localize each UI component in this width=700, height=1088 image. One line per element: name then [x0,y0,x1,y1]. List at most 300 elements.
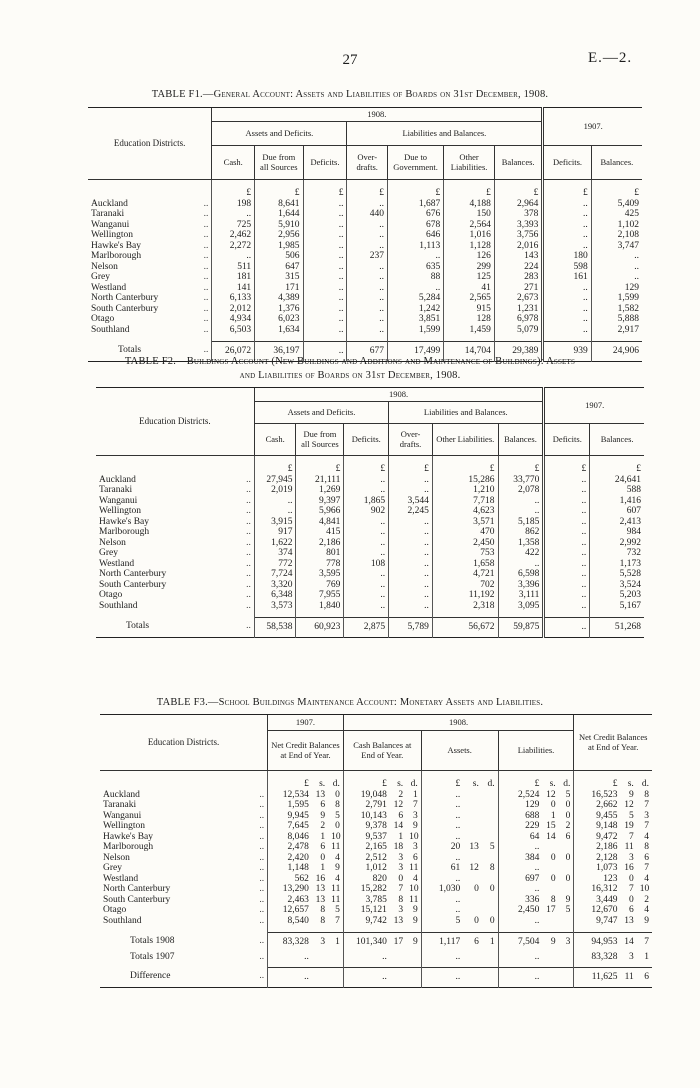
value-cell: .. [543,283,591,294]
value-cell: 3,524 [590,580,644,591]
money-cell: 1 [482,932,498,952]
total-value: .. [303,341,347,362]
value-cell: 3,571 [432,517,498,528]
value-cell: 5,966 [296,506,344,517]
district-name: Auckland [99,474,136,485]
value-cell: .. [389,538,433,549]
money-cell: £ [421,771,463,790]
value-cell: 5,079 [494,325,542,336]
money-cell: 2,478 [268,842,312,853]
f2-header-cash: Cash. [254,424,296,456]
value-cell: .. [389,475,433,486]
value-cell: 6,023 [255,314,303,325]
table-row [88,314,642,325]
value-cell: .. [344,538,389,549]
value-cell: .. [254,496,296,507]
f2-header-balances-1907: Balances. [590,424,644,456]
total-value: 59,875 [498,617,544,638]
f3-header-net-end: Net Credit Balances at End of Year. [574,715,652,771]
money-cell: 0 [489,884,495,894]
value-cell: 7,718 [432,496,498,507]
value-cell: 1,102 [591,220,642,231]
money-cell: 12,534 [268,790,312,801]
value-cell: .. [212,251,255,262]
money-cell: 16 [624,863,634,873]
f1-header-cash: Cash. [212,146,255,180]
f3-header-cash-balances: Cash Balances at End of Year. [343,731,421,771]
value-cell: 2,012 [212,304,255,315]
money-cell [482,821,498,832]
value-cell: 1,985 [255,241,303,252]
value-cell: 108 [344,559,389,570]
district-name: Wanganui [99,495,138,506]
money-cell: 3 [398,863,404,873]
money-cell: .. [421,790,463,801]
value-cell: .. [544,548,590,559]
money-cell: 8 [320,915,326,926]
value-cell: .. [254,506,296,517]
total-value: 56,672 [432,617,498,638]
totals-row [100,932,652,952]
value-cell: .. [303,293,347,304]
money-cell: 6 [637,967,652,988]
value-cell: 150 [444,209,495,220]
total-value: 24,906 [591,341,642,362]
table-f2-caption [0,356,700,367]
money-cell: s. [319,779,326,789]
money-cell [542,916,558,927]
value-cell: 141 [212,283,255,294]
leader-dots: .. [203,230,209,240]
leader-dots: .. [203,303,209,314]
money-cell: 2,524 [498,790,542,801]
money-cell: 4 [335,852,340,863]
money-cell: 697 [498,874,542,885]
value-cell: 598 [543,262,591,273]
value-cell: 198 [212,199,255,210]
table-f2 [96,387,644,638]
money-cell: 4 [335,873,340,884]
unit-label: £ [498,456,544,475]
leader-dots: .. [259,884,265,894]
value-cell: 3,095 [498,601,544,612]
money-cell [312,967,328,988]
totals-label: Totals 1907 [130,952,175,963]
value-cell: .. [591,262,642,273]
unit-label: £ [296,456,344,475]
value-cell: 1,113 [387,241,443,252]
money-cell: 7 [644,821,649,831]
table-row [96,569,644,580]
money-cell: 3 [312,932,328,952]
value-cell: 2,413 [590,517,644,528]
money-cell: 5 [629,810,634,821]
money-cell: 12 [393,800,404,810]
table-f3-caption-prefix: TABLE F3.— [156,697,219,708]
value-cell: .. [543,325,591,336]
district-name: Grey [99,548,118,558]
money-cell: 12 [624,800,634,810]
leader-dots: .. [203,314,209,324]
money-cell: 6 [398,810,404,821]
value-cell: 1,582 [591,304,642,315]
value-cell: 6,503 [212,325,255,336]
leader-dots: .. [259,831,265,842]
money-cell: 3 [413,810,418,821]
value-cell: 778 [296,559,344,570]
money-cell: 0 [550,852,556,863]
money-cell: 336 [498,895,542,906]
value-cell: 725 [212,220,255,231]
value-cell: 125 [444,272,495,283]
district-name: North Canterbury [103,884,171,894]
money-cell: 0 [629,894,634,905]
value-cell: 4,623 [432,506,498,517]
district-name: Marlborough [91,251,142,261]
money-cell: .. [343,952,390,967]
money-cell [542,863,558,874]
f3-header-assets: Assets. [421,731,498,771]
money-cell [463,790,482,801]
leader-dots: .. [246,548,251,558]
table-f1-caption-prefix: TABLE F1.— [151,89,214,100]
table-row [96,475,644,486]
unit-label: £ [591,180,642,199]
value-cell: 3,111 [498,590,544,601]
money-cell [559,967,574,988]
leader-dots: .. [203,240,209,251]
leader-dots: .. [203,198,209,209]
money-cell: 229 [498,821,542,832]
unit-label: £ [432,456,498,475]
money-cell: 0 [565,873,571,884]
value-cell: .. [344,569,389,580]
value-cell: 422 [498,548,544,559]
value-cell: 2,992 [590,538,644,549]
value-cell: 5,888 [591,314,642,325]
leader-dots: .. [203,261,209,272]
money-cell: 13 [469,842,479,852]
money-cell: 1,595 [268,800,312,811]
money-cell: 10 [409,831,419,842]
value-cell: .. [591,251,642,262]
value-cell: 2,318 [432,601,498,612]
value-cell: 41 [444,283,495,294]
money-cell: 384 [498,853,542,864]
money-cell: 5 [565,905,571,915]
money-cell: .. [421,874,463,885]
value-cell: 3,393 [494,220,542,231]
table-row [88,283,642,294]
units-row [96,456,644,475]
value-cell: 1,128 [444,241,495,252]
table-row [88,209,642,220]
money-cell: £ [343,771,390,790]
f3-header-1907: 1907. [268,715,344,731]
value-cell: .. [387,251,443,262]
money-cell: 7 [335,915,340,926]
table-row [88,230,642,241]
table-row [100,853,652,864]
f2-header-assets: Assets and Deficits. [254,402,388,424]
value-cell: 7,955 [296,590,344,601]
unit-label: £ [344,456,389,475]
value-cell: .. [347,304,388,315]
units-spacer [185,180,212,199]
money-cell [542,952,558,967]
unit-label: £ [347,180,388,199]
f1-header-balances-1907: Balances. [591,146,642,180]
value-cell: .. [303,283,347,294]
value-cell: 374 [254,548,296,559]
value-cell: .. [347,199,388,210]
value-cell: 588 [590,485,644,496]
value-cell: .. [347,283,388,294]
money-cell [463,895,482,906]
value-cell: .. [347,272,388,283]
leader-dots: .. [246,621,251,632]
money-cell [463,967,482,988]
value-cell: 801 [296,548,344,559]
value-cell: 161 [543,272,591,283]
total-value: 2,875 [344,617,389,638]
money-cell [482,811,498,822]
money-cell: 1,012 [343,863,390,874]
leader-dots: .. [259,852,265,863]
value-cell: 2,019 [254,485,296,496]
table-row [88,293,642,304]
value-cell: 1,242 [387,304,443,315]
money-cell: 1 [644,952,649,962]
table-row [88,272,642,283]
money-cell [312,952,328,967]
money-cell: 6 [629,905,634,915]
table-row [88,199,642,210]
money-cell [559,884,574,895]
money-cell: 83,328 [268,932,312,952]
value-cell: .. [347,262,388,273]
money-cell: 8 [644,789,649,800]
money-cell: 10,143 [343,811,390,822]
value-cell: 2,564 [444,220,495,231]
money-cell: 0 [629,873,634,884]
money-cell: 8 [335,800,340,810]
money-cell: .. [498,952,542,967]
f1-header-balances: Balances. [494,146,542,180]
district-name: Otago [99,590,123,600]
value-cell: 2,450 [432,538,498,549]
value-cell: .. [498,506,544,517]
money-cell: 5 [421,916,463,927]
money-cell: 15,121 [343,905,390,916]
table-f2-body [96,456,644,638]
value-cell: 1,658 [432,559,498,570]
value-cell: 2,565 [444,293,495,304]
value-cell: 5,528 [590,569,644,580]
money-cell: 9,537 [343,832,390,843]
money-cell: 6 [463,932,482,952]
value-cell: .. [543,304,591,315]
money-cell: s. [397,779,404,789]
value-cell: 2,964 [494,199,542,210]
district-name: Taranaki [91,209,125,219]
money-cell: 11 [620,967,636,988]
money-cell: 19 [624,821,634,831]
total-value: 51,268 [590,617,644,638]
value-cell: 3,756 [494,230,542,241]
money-cell: 4 [644,831,649,842]
money-cell: 13 [315,789,326,800]
value-cell: 33,770 [498,475,544,486]
value-cell: 511 [212,262,255,273]
table-row [100,884,652,895]
money-cell: 3 [629,852,634,863]
value-cell: 181 [212,272,255,283]
unit-label: £ [444,180,495,199]
money-cell: 0 [335,789,340,800]
money-cell [390,952,406,967]
money-cell: 8,540 [268,916,312,927]
money-cell: 7,645 [268,821,312,832]
units-row [88,180,642,199]
money-cell: d. [332,779,340,789]
value-cell: 984 [590,527,644,538]
value-cell: 902 [344,506,389,517]
value-cell: 143 [494,251,542,262]
money-cell: 688 [498,811,542,822]
money-cell: 14 [546,831,556,842]
money-cell: 8 [489,863,495,873]
district-name: South Canterbury [99,579,167,590]
value-cell: .. [212,209,255,220]
leader-dots: .. [246,590,251,600]
unit-label: £ [254,456,296,475]
money-cell: 7 [637,932,652,952]
difference-row [100,967,652,988]
money-cell: 3,449 [574,895,621,906]
money-cell: 4 [644,873,649,884]
total-value: 14,704 [444,341,495,362]
unit-label: £ [544,456,590,475]
leader-dots: .. [259,894,265,905]
table-f2-caption-line1: Buildings Account (New Buildings and Additions and Maintenance of Buildings): Assets [186,356,576,367]
money-cell [463,853,482,864]
money-cell: 2,128 [574,853,621,864]
table-row [88,325,642,336]
money-cell: s. [472,779,479,789]
money-cell [463,832,482,843]
money-cell: s. [549,779,556,789]
money-cell: 11,625 [574,967,621,988]
table-row [96,590,644,601]
money-cell [463,821,482,832]
money-cell: 3,785 [343,895,390,906]
money-cell: 6 [320,800,326,810]
money-cell: 1,030 [421,884,463,895]
total-value: 5,789 [389,617,433,638]
money-cell: .. [498,916,542,927]
district-name: Taranaki [99,485,133,495]
value-cell: .. [303,230,347,241]
f1-header-district: Education Districts. [88,108,212,180]
f1-header-liabilities: Liabilities and Balances. [347,122,543,146]
money-cell: 15,282 [343,884,390,895]
money-cell [559,916,574,927]
value-cell: .. [544,590,590,601]
table-f3 [100,714,652,988]
totals-label: Totals 1908 [130,936,175,947]
district-name: Hawke's Bay [103,831,153,842]
value-cell: .. [347,293,388,304]
money-cell: 9 [565,894,571,905]
table-f3-caption-text: School Buildings Maintenance Account: Monetary Assets and Liabilities. [218,697,544,708]
money-cell: 5 [335,905,340,915]
value-cell: 3,915 [254,517,296,528]
value-cell: 5,185 [498,517,544,528]
value-cell: 1,644 [255,209,303,220]
value-cell: 1,016 [444,230,495,241]
money-cell: 8 [550,894,556,905]
money-cell: 12 [546,789,556,800]
units-spacer [96,456,221,475]
leader-dots: .. [246,474,251,485]
leader-dots: .. [246,600,251,611]
f2-header-other-liabilities: Other Liabilities. [432,424,498,456]
value-cell: 2,078 [498,485,544,496]
f3-header-liabilities: Liabilities. [498,731,574,771]
table-row [96,601,644,612]
money-cell [482,853,498,864]
value-cell: 862 [498,527,544,538]
value-cell: .. [387,283,443,294]
money-cell: 11 [331,894,341,905]
district-name: Marlborough [103,842,154,852]
table-row [96,538,644,549]
money-cell: 0 [474,915,479,926]
leader-dots: .. [259,863,265,873]
value-cell: 2,186 [296,538,344,549]
money-cell [328,952,343,967]
money-cell: 9 [335,863,340,873]
value-cell: 1,416 [590,496,644,507]
money-cell [463,952,482,967]
money-cell: .. [498,842,542,853]
money-cell: 10 [409,884,419,894]
money-cell: 123 [574,874,621,885]
table-row [100,832,652,843]
value-cell: 2,272 [212,241,255,252]
district-name: Wellington [99,506,141,516]
money-cell: 820 [343,874,390,885]
money-cell: 5 [489,842,495,852]
unit-label: £ [212,180,255,199]
total-value: 58,538 [254,617,296,638]
value-cell: 4,934 [212,314,255,325]
money-cell: .. [421,800,463,811]
value-cell: 3,396 [498,580,544,591]
money-cell: 9,747 [574,916,621,927]
money-cell: 2 [320,821,326,831]
money-cell: 9,472 [574,832,621,843]
money-cell: £ [574,771,621,790]
value-cell: 1,840 [296,601,344,612]
value-cell: .. [389,548,433,559]
district-name: Southland [103,915,142,926]
table-row [100,916,652,927]
leader-dots: .. [259,905,265,915]
value-cell: .. [544,601,590,612]
value-cell: 237 [347,251,388,262]
